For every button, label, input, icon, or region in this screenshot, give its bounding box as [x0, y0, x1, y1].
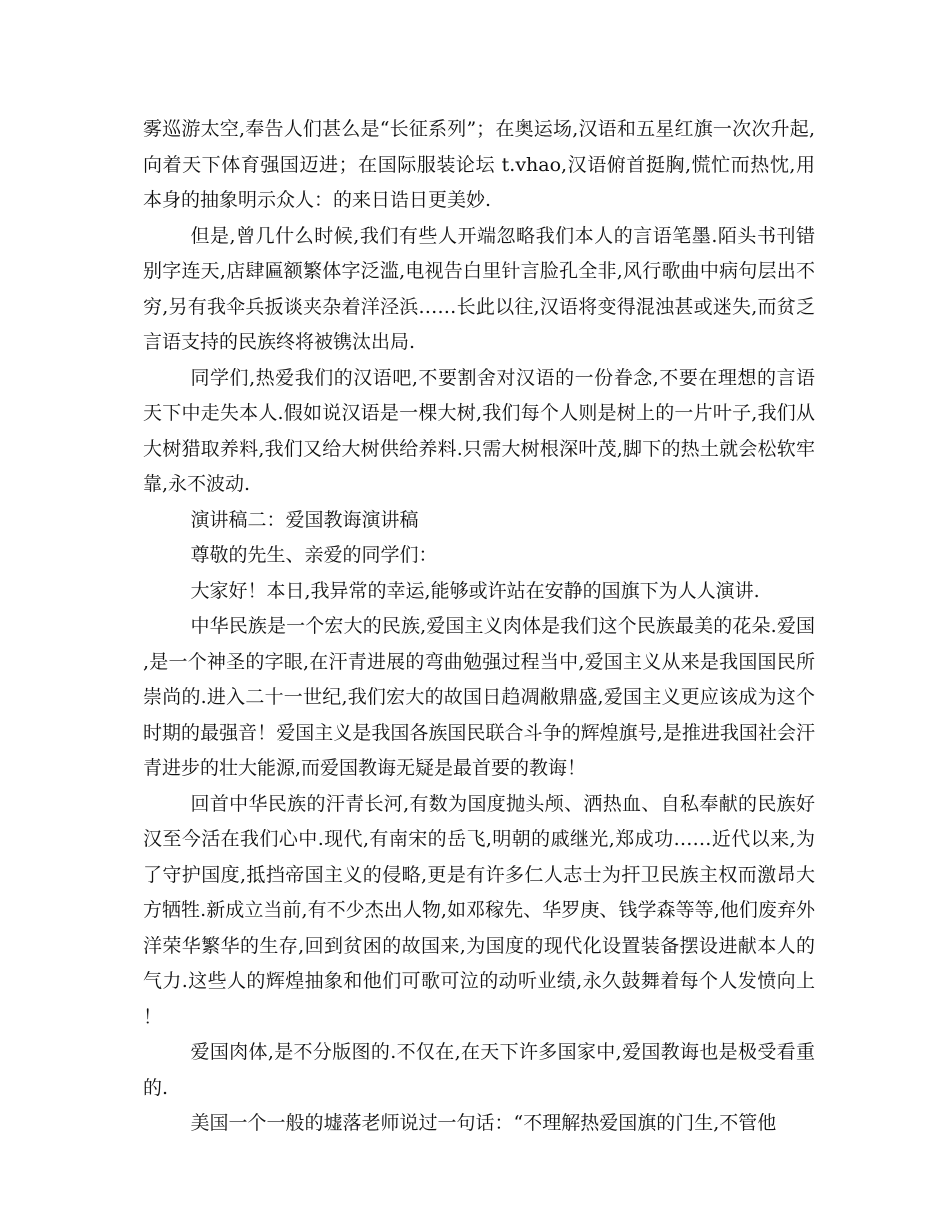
greeting: 大家好！本日,我异常的幸运,能够或许站在安静的国旗下为人人演讲.: [190, 579, 760, 602]
salutation: 尊敬的先生、亲爱的同学们：: [190, 544, 438, 566]
paragraph-3: 同学们,热爱我们的汉语吧,不要割舍对汉语的一份眷念,不要在理想的言语天下中走失本人.假如说汉语是一棵大树,我们每个人则是树上的一片叶子,我们从大树猎取养料,我们又给大树供给养料.只需大树根深叶茂,脚下的热土就会松软牢靠,永不波动.: [143, 366, 815, 495]
paragraph-1: 雾巡游太空,奉告人们甚么是“长征系列”；在奥运场,汉语和五星红旗一次次升起,向着天下体育强国迈进；在国际服装论坛 t.vhao,汉语俯首挺胸,慌忙而热忱,用本身的抽象明示众人：的来日诰日更美妙.: [143, 118, 815, 211]
document-body: [143, 112, 815, 1142]
paragraph-9: 爱国肉体,是不分版图的.不仅在,在天下许多国家中,爱国教诲也是极受看重的.: [143, 1041, 815, 1099]
paragraph-7: 中华民族是一个宏大的民族,爱国主义肉体是我们这个民族最美的花朵.爱国,是一个神圣的字眼,在汗青进展的弯曲勉强过程当中,爱国主义从来是我国国民所崇尚的.进入二十一世纪,我们宏大的故国日趋凋敝鼎盛,爱国主义更应该成为这个时期的最强音！爱国主义是我国各族国民联合斗争的辉煌旗号,是推进我国社会汗青进步的壮大能源,而爱国教诲无疑是最首要的教诲！: [143, 615, 815, 779]
paragraph-10: 美国一个一般的墟落老师说过一句话：“不理解热爱国旗的门生,不管他: [190, 1112, 777, 1134]
section-heading: 演讲稿二：爱国教诲演讲稿: [190, 508, 419, 531]
paragraph-2: 但是,曾几什么时候,我们有些人开端忽略我们本人的言语笔墨.陌头书刊错别字连天,店肆匾额繁体字泛滥,电视告白里针言脸孔全非,风行歌曲中病句层出不穷,另有我伞兵扳谈夹杂着洋泾浜……长此以往,汉语将变得混浊甚或迷失,而贫乏言语支持的民族终将被镌汰出局.: [143, 224, 815, 353]
paragraph-8: 回首中华民族的汗青长河,有数为国度抛头颅、洒热血、自私奉献的民族好汉至今活在我们心中.现代,有南宋的岳飞,明朝的戚继光,郑成功……近代以来,为了守护国度,抵挡帝国主义的侵略,更是有许多仁人志士为扞卫民族主权而激昂大方牺牲.新成立当前,有不少杰出人物,如邓稼先、华罗庚、钱学森等等,他们废弃外洋荣华繁华的生存,回到贫困的故国来,为国度的现代化设置装备摆设进献本人的气力.这些人的辉煌抽象和他们可歌可泣的动听业绩,永久鼓舞着每个人发愤向上！: [143, 792, 815, 1028]
